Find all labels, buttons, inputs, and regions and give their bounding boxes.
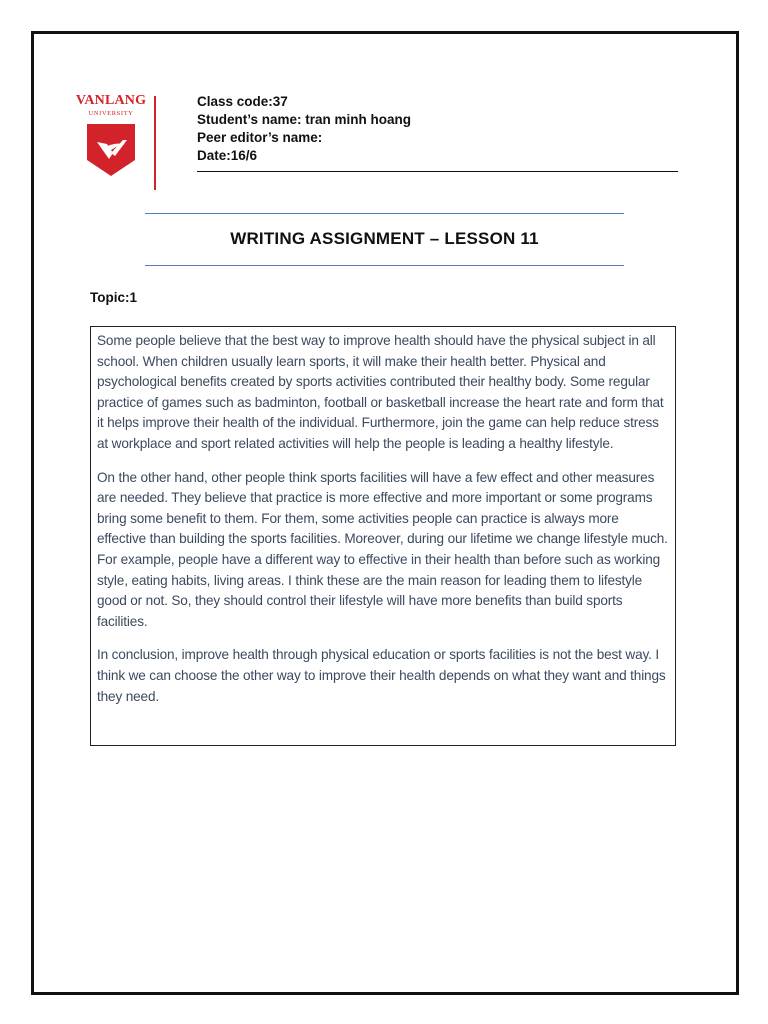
logo-divider: [154, 96, 156, 190]
essay-paragraph-3: In conclusion, improve health through physical education or sports facilities is not the best way. I think we can choose the other way to improve their health depends on what they want and things they need.: [97, 647, 666, 704]
essay-paragraph-2: On the other hand, other people think sports facilities will have a few effect and other measures are needed. They believe that practice is more effective and more important or some programs bring some benefit to them. For them, some activities people can practice is always more effective than building the sports facilities. Moreover, during our lifetime we change lifestyle much. For example, people have a different way to effective in their health than before such as working style, eating habits, living areas. I think these are the main reason for leading them to lifestyle good or not. So, they should control their lifestyle will have more benefits than build sports facilities.: [97, 469, 668, 629]
page-title: WRITING ASSIGNMENT – LESSON 11: [230, 229, 539, 248]
logo-wordmark: VANLANG: [75, 93, 147, 108]
shield-emblem-icon: [85, 122, 137, 178]
topic-label: Topic:1: [90, 290, 137, 305]
header-underline: [197, 171, 678, 172]
university-logo: [72, 94, 162, 194]
class-code: Class code:37: [197, 94, 288, 109]
student-name: Student’s name: tran minh hoang: [197, 112, 412, 127]
essay-paragraph-1: Some people believe that the best way to improve health should have the physical subject in all school. When children usually learn sports, it will make their health better. Physical and psychological benefits created by sports activities contributed their healthy body. Some regular practice of games such as badminton, football or basketball increase the heart rate and form that it helps improve their health of the individual. Furthermore, join the game can help reduce stress at workplace and sport related activities will help the people is leading a healthy lifestyle.: [97, 333, 664, 451]
date: Date:16/6: [197, 148, 258, 163]
title-rule-top: [145, 213, 624, 214]
essay-box: [90, 326, 676, 746]
logo-subtitle: UNIVERSITY: [88, 110, 134, 117]
title-rule-bottom: [145, 265, 624, 266]
student-info: [197, 93, 411, 165]
peer-editor-name: Peer editor’s name:: [197, 130, 323, 145]
